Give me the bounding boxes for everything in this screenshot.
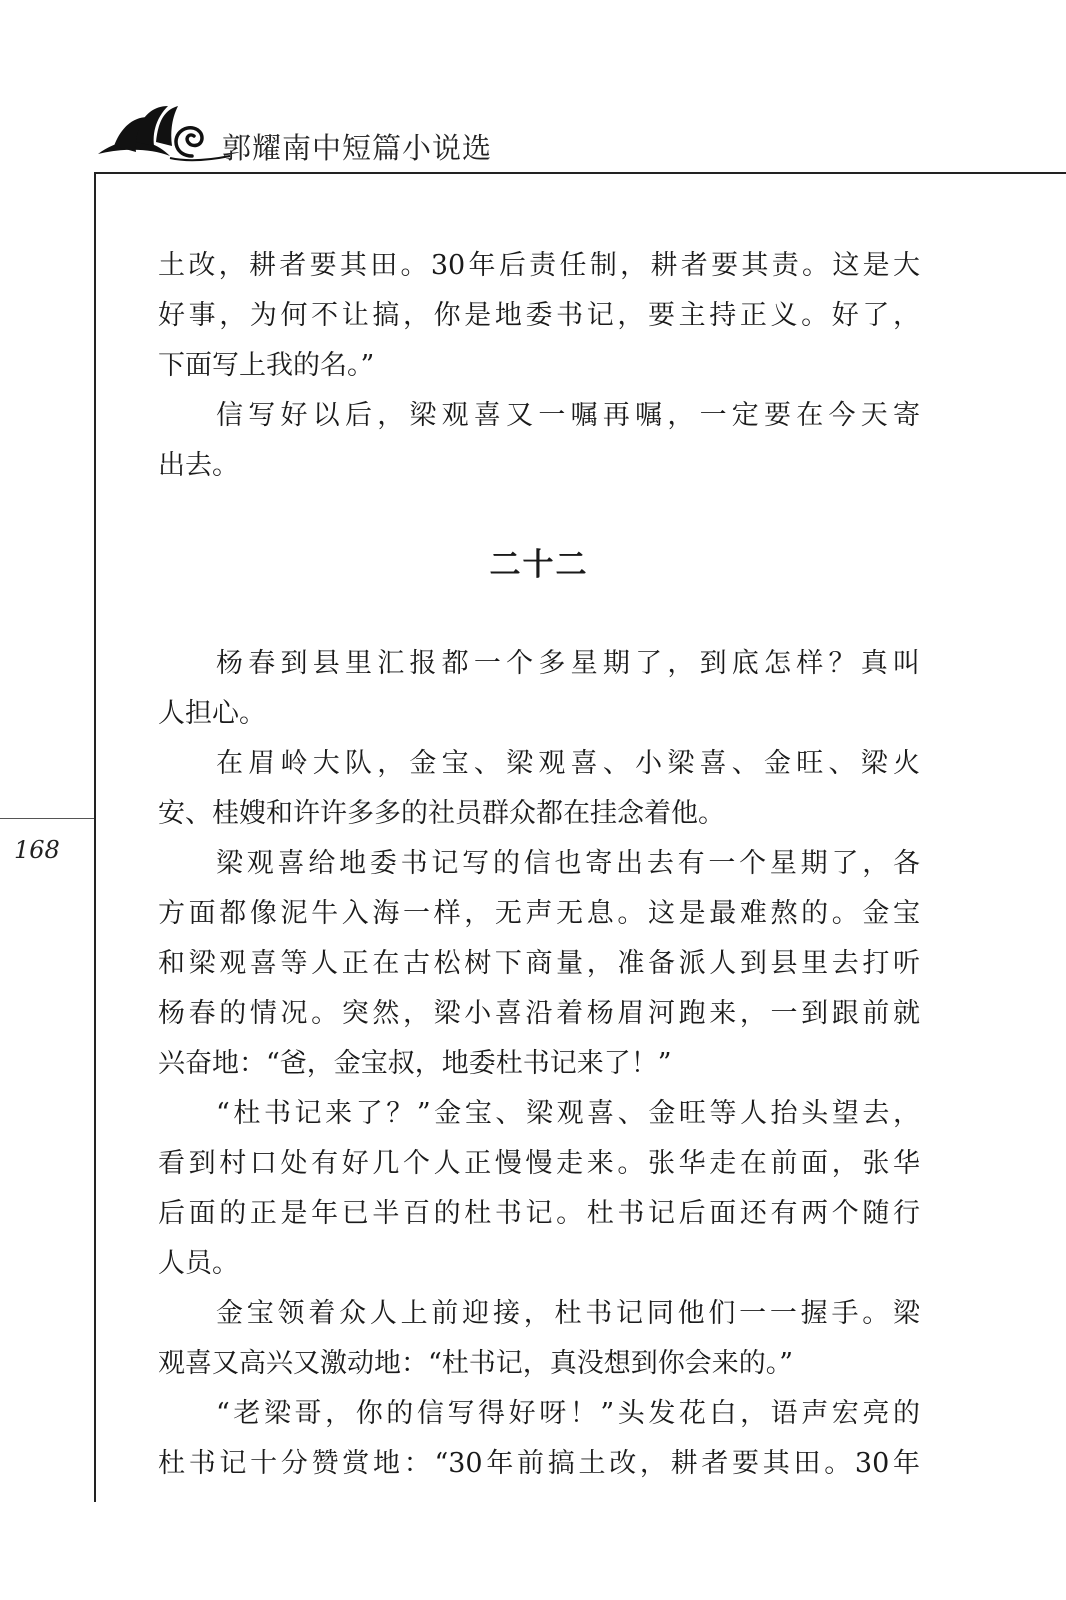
- chapter-heading: 二十二: [489, 547, 589, 583]
- body-text: [158, 241, 920, 1489]
- text-line: 人担心。: [158, 698, 266, 729]
- paragraph: [158, 241, 920, 391]
- paragraph: [158, 1089, 920, 1289]
- text-line: 出去。: [158, 450, 239, 481]
- text-line: 安、桂嫂和许许多多的社员群众都在挂念着他。: [158, 798, 725, 829]
- text-line: 方面都像泥牛入海一样，无声无息。这是最难熬的。金宝: [158, 898, 920, 929]
- paragraph: [158, 1389, 920, 1489]
- text-line: 在眉岭大队，金宝、梁观喜、小梁喜、金旺、梁火: [216, 748, 920, 779]
- paragraph: [158, 391, 920, 491]
- text-line: 后面的正是年已半百的杜书记。杜书记后面还有两个随行: [158, 1198, 920, 1229]
- text-line: 杨春的情况。突然，梁小喜沿着杨眉河跑来，一到跟前就: [158, 998, 920, 1029]
- text-line: 梁观喜给地委书记写的信也寄出去有一个星期了，各: [216, 848, 920, 879]
- header-rule: [94, 172, 1066, 174]
- page-number: 168: [14, 836, 60, 864]
- text-line: 金宝领着众人上前迎接，杜书记同他们一一握手。梁: [216, 1298, 920, 1329]
- paragraph: [158, 739, 920, 839]
- text-line: 下面写上我的名。”: [158, 350, 375, 381]
- left-margin-rule: [94, 172, 96, 1502]
- text-line: 和梁观喜等人正在古松树下商量，准备派人到县里去打听: [158, 948, 920, 979]
- running-title: 郭耀南中短篇小说选: [222, 131, 493, 165]
- text-line: 兴奋地：“爸，金宝叔，地委杜书记来了！”: [158, 1048, 672, 1079]
- text-line: 杜书记十分赞赏地：“30年前搞土改，耕者要其田。30年: [158, 1448, 920, 1479]
- text-line: “老梁哥，你的信写得好呀！”头发花白，语声宏亮的: [216, 1398, 920, 1429]
- text-line: 信写好以后，梁观喜又一嘱再嘱，一定要在今天寄: [216, 400, 920, 431]
- text-line: 土改，耕者要其田。30年后责任制，耕者要其责。这是大: [158, 250, 920, 281]
- flourish-ornament-icon: [92, 96, 232, 176]
- text-line: 观喜又高兴又激动地：“杜书记，真没想到你会来的。”: [158, 1348, 794, 1379]
- text-line: 看到村口处有好几个人正慢慢走来。张华走在前面，张华: [158, 1148, 920, 1179]
- text-line: “杜书记来了？”金宝、梁观喜、金旺等人抬头望去，: [216, 1098, 920, 1129]
- text-line: 人员。: [158, 1248, 239, 1279]
- margin-tick: [0, 818, 94, 819]
- paragraph: [158, 1289, 920, 1389]
- text-line: 好事，为何不让搞，你是地委书记，要主持正义。好了，: [158, 300, 920, 331]
- spacer: [158, 491, 920, 539]
- spacer: [158, 591, 920, 639]
- text-line: 杨春到县里汇报都一个多星期了，到底怎样？真叫: [216, 648, 920, 679]
- paragraph: [158, 839, 920, 1089]
- paragraph: [158, 639, 920, 739]
